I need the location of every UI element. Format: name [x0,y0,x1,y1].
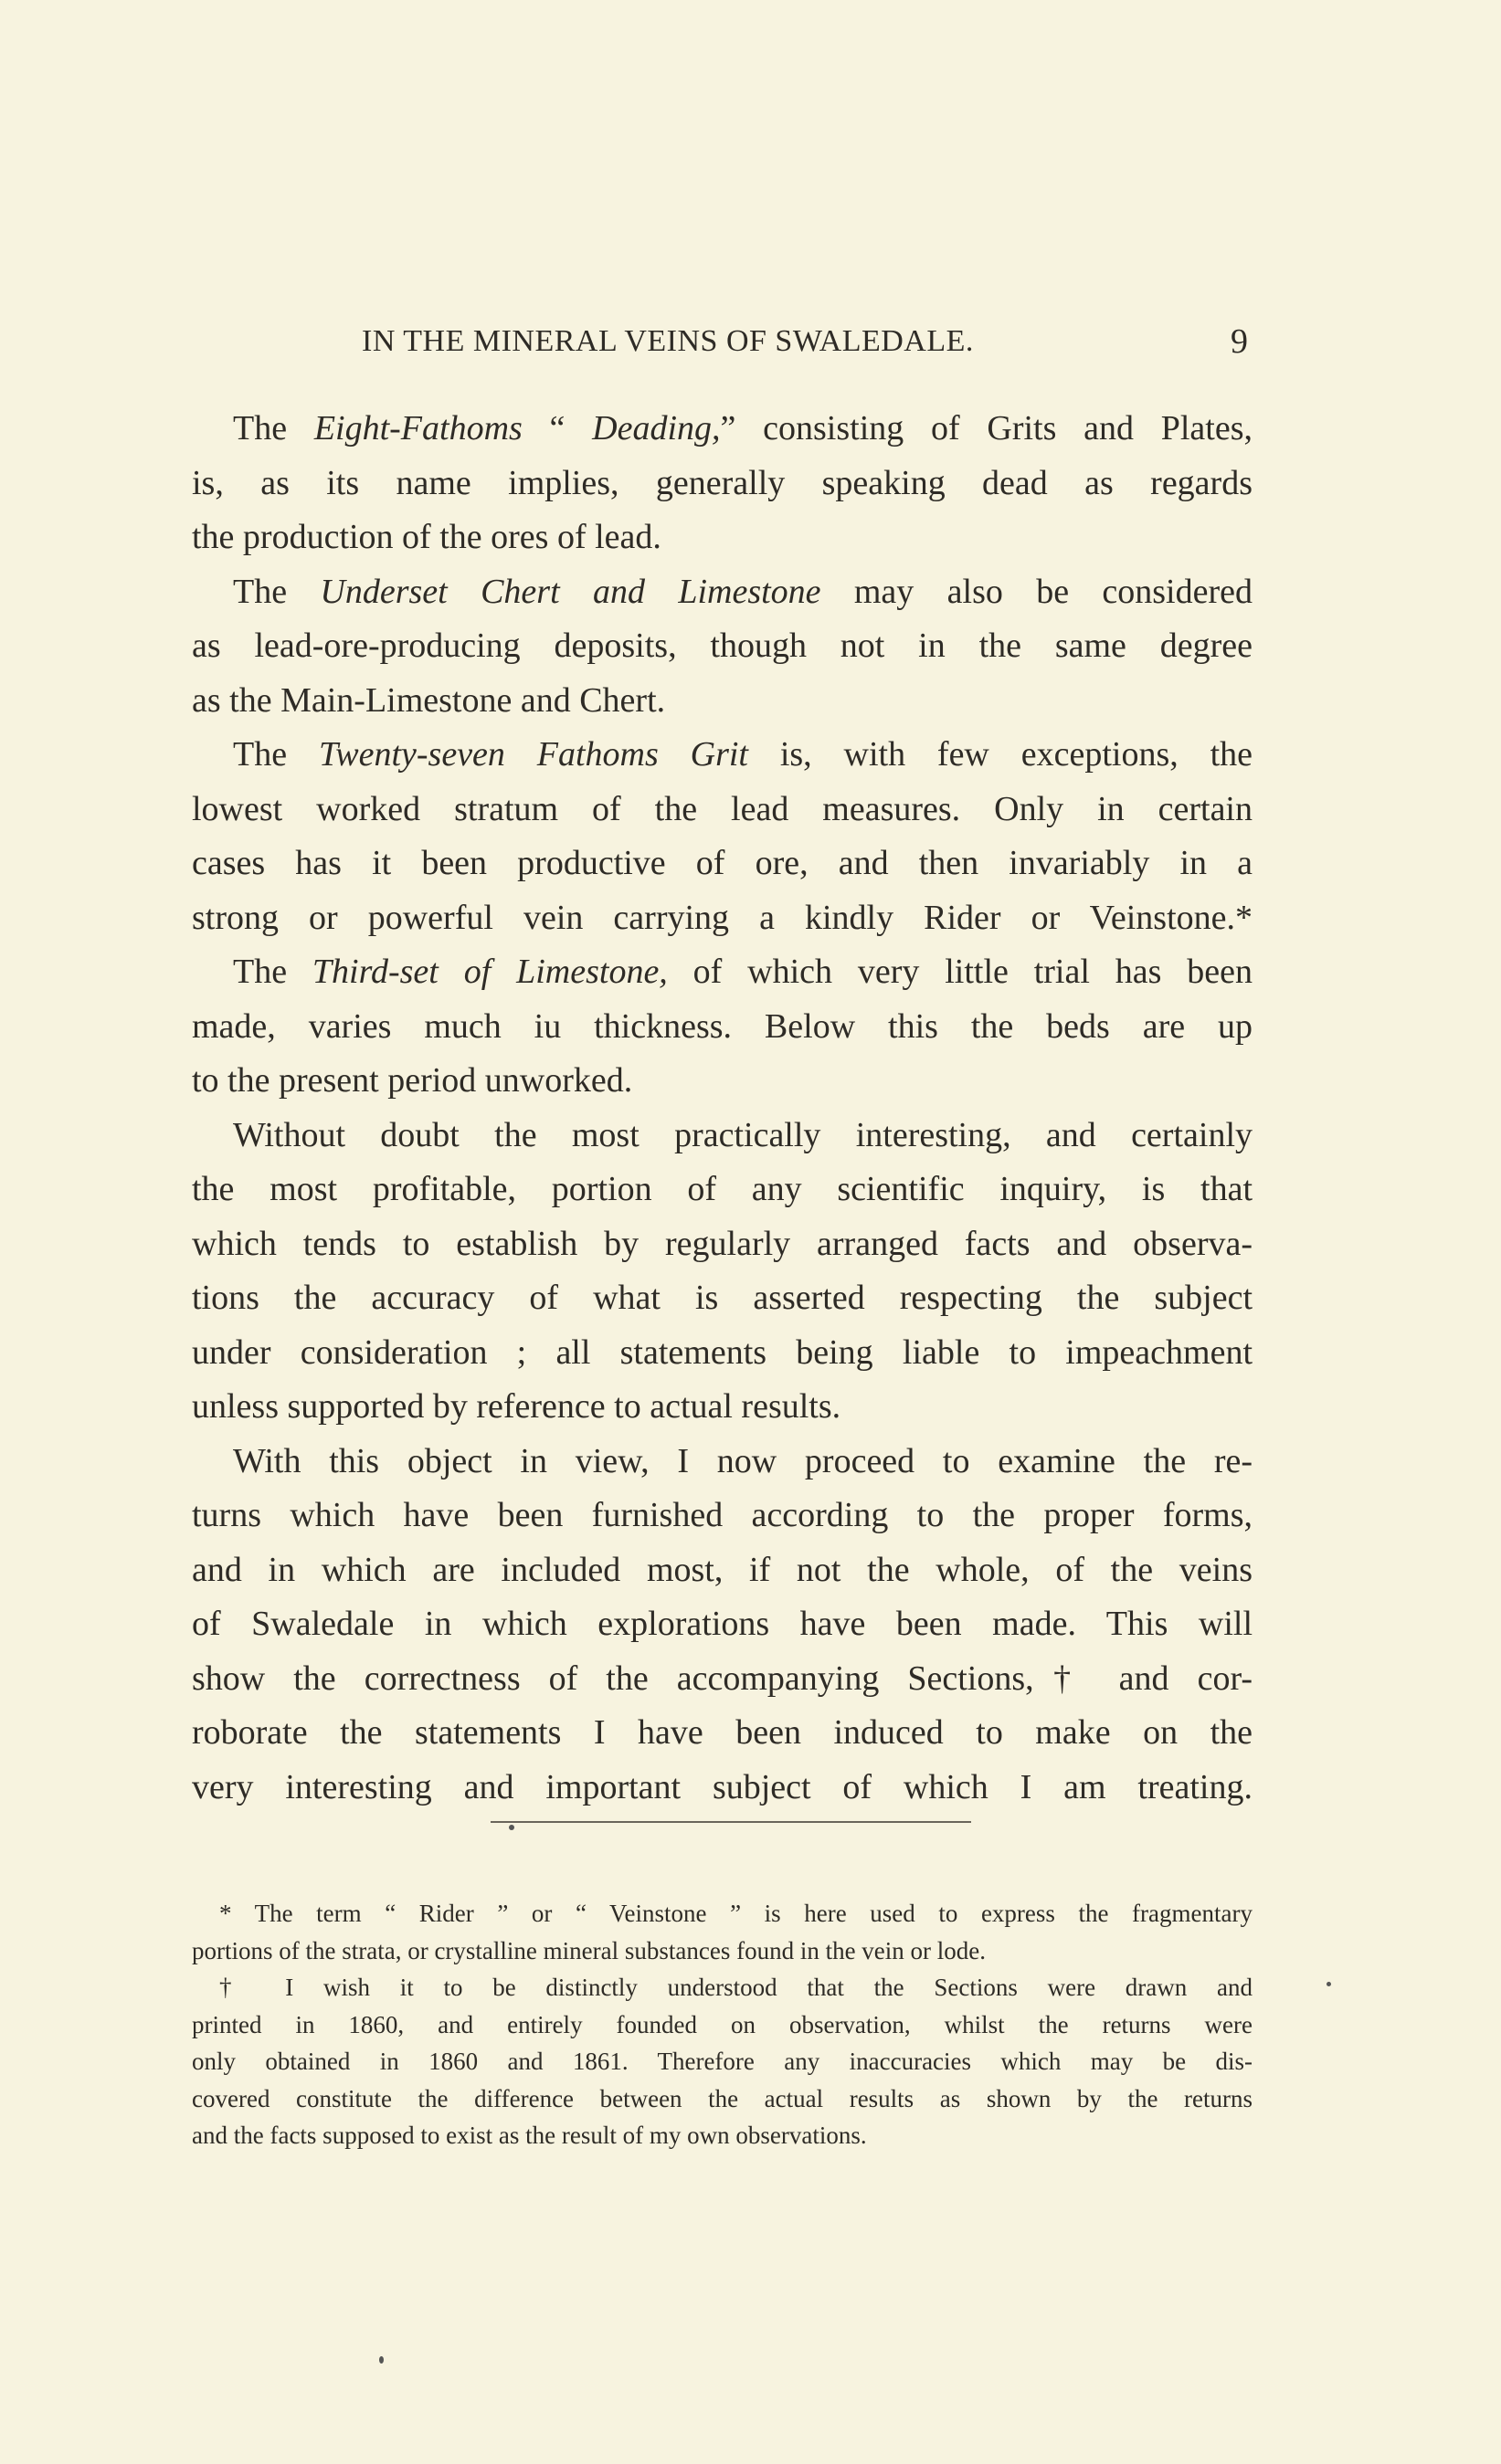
text-line [192,1326,1253,1381]
text-line [192,1000,1253,1055]
text-line [192,402,1253,457]
footnote-line: † I wish it to be distinctly understood that the Sections were drawn and [219,1974,1253,2001]
text-run: strong or powerful vein carrying a kindly Rider or Veinstone.* [192,898,1253,937]
text-line [192,1435,1253,1490]
text-line [192,619,1253,674]
text-line [192,1054,1253,1109]
text-line [192,511,1253,565]
footnote-line: portions of the strata, or crystalline mineral substances found in the vein or lode. [192,1936,987,1964]
text-line [192,1109,1253,1164]
text-line [192,728,1253,783]
text-run: made, varies much iu thickness. Below this the beds are up [192,1006,1253,1046]
text-run: as lead-ore-producing deposits, though not in the same degree [192,627,1253,665]
text-line [192,945,1253,1000]
text-run: of which very little trial has been [667,953,1253,991]
ink-speck [379,2356,384,2364]
italic-term: Underset Chert and Limestone [320,572,821,611]
text-run: The [233,409,314,448]
text-line [192,1761,1253,1816]
text-line [192,565,1253,620]
text-run: Without doubt the most practically interesting, and certainly [233,1115,1253,1154]
text-run: under consideration ; all statements being liable to impeachment [192,1332,1253,1372]
text-line [192,1217,1253,1272]
text-run: lowest worked stratum of the lead measures. Only in certain [192,789,1253,828]
text-line [192,891,1253,946]
text-run: With this object in view, I now proceed to examine the re- [233,1441,1253,1480]
footnote-line: and the facts supposed to exist as the result of my own observations. [192,2122,867,2149]
text-line [192,1543,1253,1598]
text-run: tions the accuracy of what is asserted respecting the subject [192,1279,1253,1317]
text-run: cases has it been productive of ore, and then invariably in a [192,844,1253,882]
text-line [192,1271,1253,1326]
text-run: The [233,953,312,991]
footnote-line: * The term “ Rider ” or “ Veinstone ” is here used to express the fragmentary [219,1900,1253,1927]
footnote-divider [491,1821,971,1823]
footnotes [192,1895,1253,2154]
body-text [192,402,1253,1815]
text-run: as the Main-Limestone and Chert. [192,680,666,720]
running-header: IN THE MINERAL VEINS OF SWALEDALE. [362,324,974,358]
text-run: ” consisting of Grits and Plates, [720,409,1253,448]
text-line [192,1597,1253,1652]
text-run: is, as its name implies, generally speaking dead as regards [192,463,1253,502]
text-run: “ [522,409,593,448]
text-line [192,837,1253,891]
italic-term: Twenty-seven Fathoms Grit [318,735,748,774]
text-run: The [233,572,321,611]
text-run: the production of the ores of lead. [192,518,661,556]
text-line [192,1706,1253,1761]
ink-speck [1327,1982,1331,1986]
text-line [192,1489,1253,1543]
text-line [192,1652,1253,1707]
text-line [192,674,1253,729]
text-run: and in which are included most, if not the whole, of the veins [192,1550,1253,1589]
text-line [192,1380,1253,1435]
text-line [192,783,1253,837]
italic-term: Third-set of Limestone, [312,953,668,991]
italic-term: Deading, [592,409,721,448]
footnote-line: covered constitute the difference between the actual results as shown by the returns [192,2084,1253,2112]
text-run: to the present period unworked. [192,1061,633,1100]
text-run: is, with few exceptions, the [747,735,1253,774]
text-run: very interesting and important subject of which I am treating. [192,1767,1253,1806]
text-run: The [233,735,319,774]
text-run: unless supported by reference to actual results. [192,1387,841,1426]
text-line [192,1163,1253,1217]
text-run: roborate the statements I have been induced to make on the [192,1713,1253,1752]
text-run: which tends to establish by regularly arranged facts and observa- [192,1224,1253,1263]
italic-term: Eight-Fathoms [313,409,523,448]
text-run: show the correctness of the accompanying Sections,† and cor- [192,1658,1253,1698]
text-line [192,457,1253,511]
text-run: the most profitable, portion of any scientific inquiry, is that [192,1170,1253,1208]
page-number: 9 [1231,322,1248,361]
footnote-line: only obtained in 1860 and 1861. Therefore any inaccuracies which may be dis- [192,2048,1253,2075]
text-run: may also be considered [820,572,1253,611]
text-run: turns which have been furnished according to the proper forms, [192,1496,1253,1534]
ink-speck [509,1825,514,1830]
footnote-line: printed in 1860, and entirely founded on observation, whilst the returns were [192,2010,1253,2038]
text-run: of Swaledale in which explorations have been made. This will [192,1605,1253,1643]
